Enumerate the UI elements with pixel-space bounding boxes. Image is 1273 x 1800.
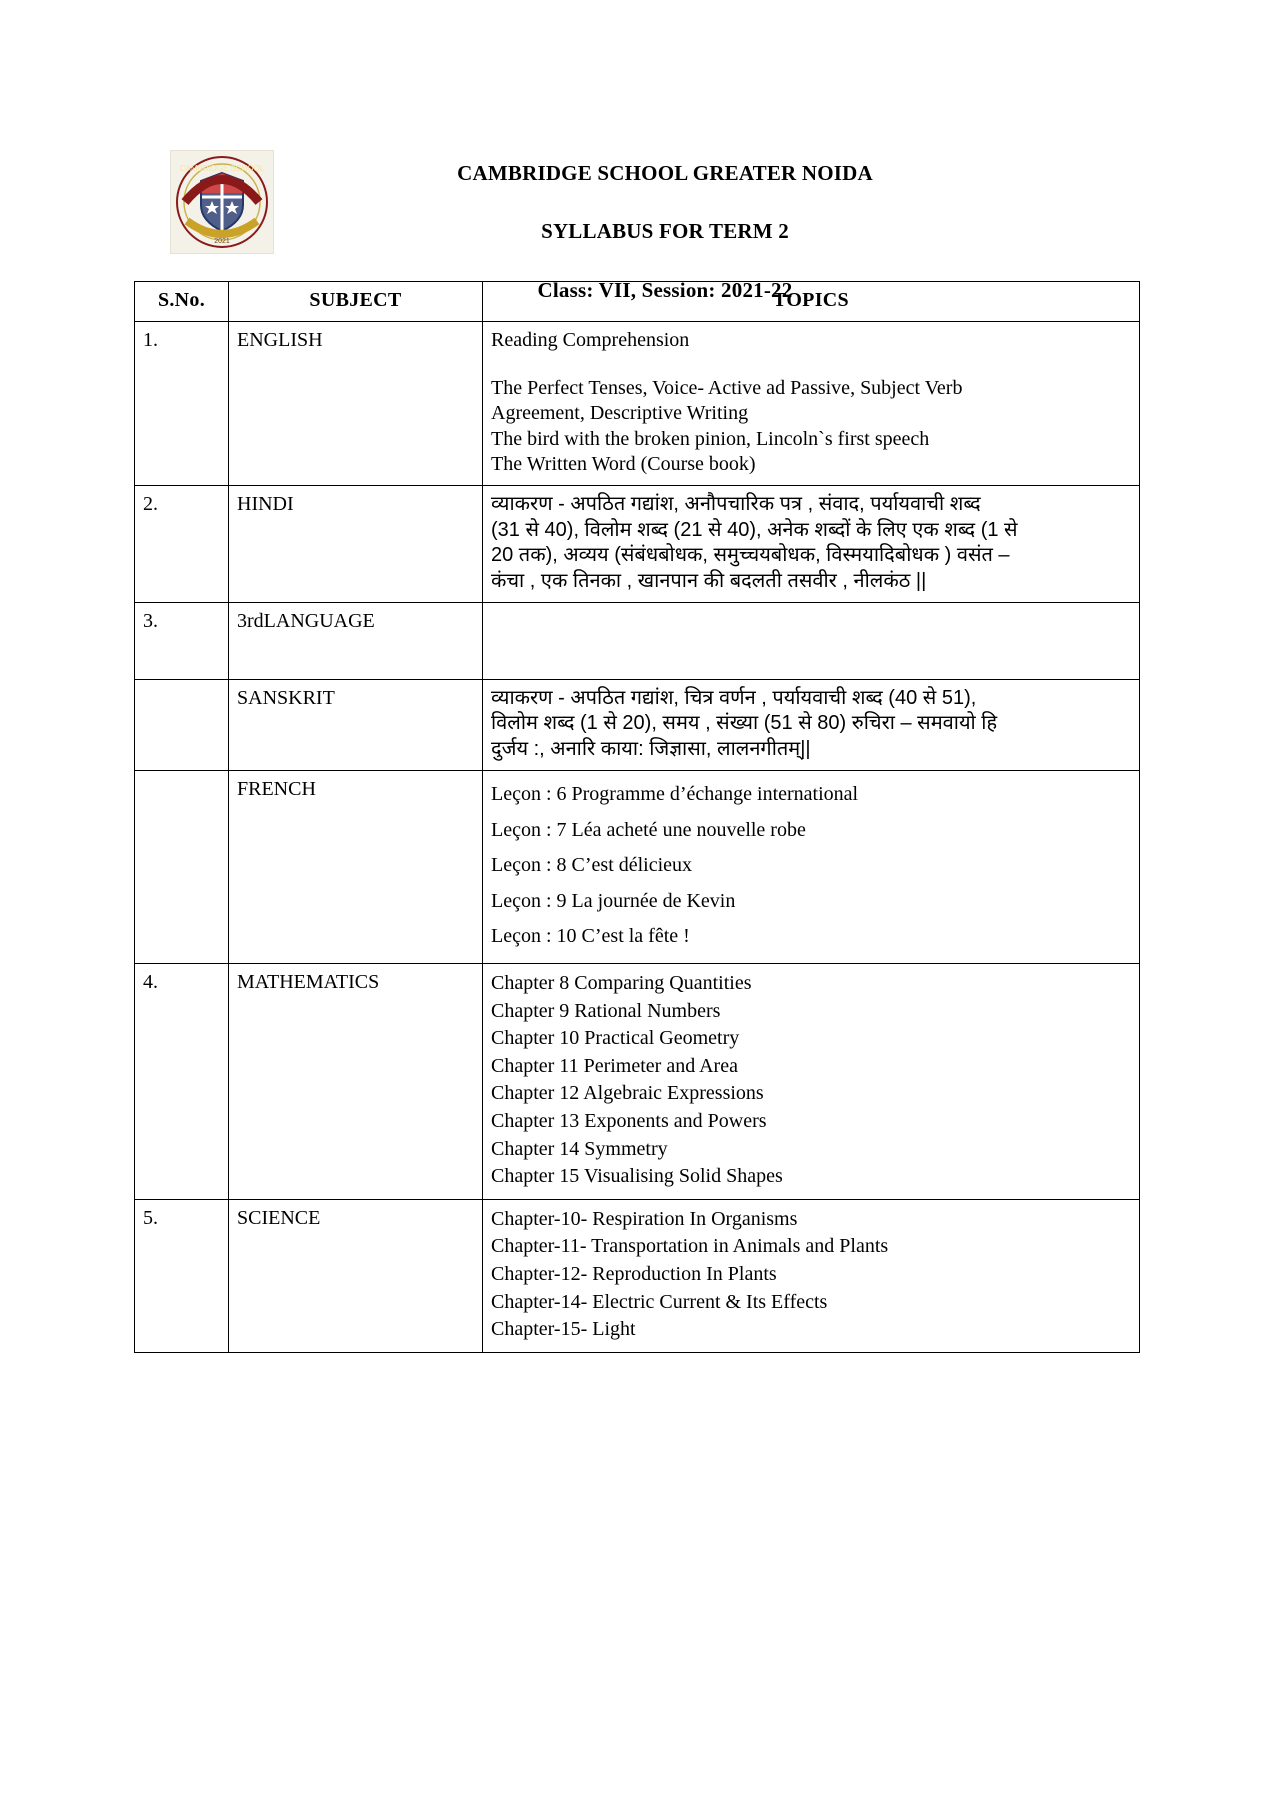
topic-line: Leçon : 10 C’est la fête ! — [491, 925, 690, 948]
topic-line: Agreement, Descriptive Writing — [491, 402, 749, 425]
topic-line: Reading Comprehension — [491, 329, 690, 352]
topic-line: व्याकरण - अपठित गद्यांश, अनौपचारिक पत्र , संवाद, पर्यायवाची शब्द — [491, 493, 981, 516]
table-row — [135, 1199, 1140, 1352]
table-row — [135, 679, 1140, 770]
topic-line: विलोम शब्द (1 से 20), समय , संख्या (51 से 80) रुचिरा – समवायो हि — [491, 712, 998, 735]
topic-line: व्याकरण - अपठित गद्यांश, चित्र वर्णन , पर्यायवाची शब्द (40 से 51), — [491, 686, 977, 709]
topic-line: Chapter-10- Respiration In Organisms — [491, 1207, 798, 1230]
topic-line: Chapter 13 Exponents and Powers — [491, 1110, 767, 1133]
row-subject: FRENCH — [229, 771, 483, 964]
school-crest-icon — [170, 150, 274, 254]
svg-text:2021: 2021 — [214, 238, 230, 245]
row-topics — [483, 771, 1140, 964]
row-sno — [135, 771, 229, 964]
topic-line: Chapter 9 Rational Numbers — [491, 999, 721, 1022]
row-sno: 3. — [135, 602, 229, 679]
school-name: CAMBRIDGE SCHOOL GREATER NOIDA — [457, 161, 873, 185]
class-session-line: Class: VII, Session: 2021-22 — [537, 277, 793, 302]
topic-line: The Perfect Tenses, Voice- Active ad Passive, Subject Verb — [491, 376, 963, 399]
topic-line: Leçon : 7 Léa acheté une nouvelle robe — [491, 818, 806, 841]
row-sno — [135, 679, 229, 770]
row-topics — [483, 322, 1140, 486]
topic-spacer — [491, 354, 1131, 376]
row-topics — [483, 602, 1140, 679]
row-subject: MATHEMATICS — [229, 964, 483, 1200]
row-sno: 2. — [135, 486, 229, 603]
topic-line: दुर्जय :, अनारि काया: जिज्ञासा, लालनगीतम्|| — [491, 737, 811, 760]
document-subtitle: SYLLABUS FOR TERM 2 — [541, 219, 789, 244]
svg-text:CAMBRIDGE SCHOOL: CAMBRIDGE SCHOOL — [179, 164, 265, 173]
column-header-topics: TOPICS — [483, 282, 1140, 322]
row-sno: 5. — [135, 1199, 229, 1352]
topic-line: Chapter 8 Comparing Quantities — [491, 972, 752, 995]
topic-line: Chapter 12 Algebraic Expressions — [491, 1082, 764, 1105]
topic-line: The bird with the broken pinion, Lincoln`s first speech — [491, 427, 930, 450]
topic-line: 20 तक), अव्यय (संबंधबोधक, समुच्चयबोधक, विस्मयादिबोधक ) वसंत – — [491, 544, 1010, 567]
row-sno: 4. — [135, 964, 229, 1200]
row-topics — [483, 1199, 1140, 1352]
column-header-sno: S.No. — [135, 282, 229, 322]
topic-line: Chapter 10 Practical Geometry — [491, 1027, 740, 1050]
column-header-subject: SUBJECT — [229, 282, 483, 322]
topic-line: (31 से 40), विलोम शब्द (21 से 40), अनेक शब्दों के लिए एक शब्द (1 से — [491, 518, 1018, 541]
row-topics — [483, 486, 1140, 603]
table-row — [135, 771, 1140, 964]
table-row — [135, 602, 1140, 679]
topic-line: Chapter-11- Transportation in Animals and Plants — [491, 1235, 889, 1258]
table-row — [135, 322, 1140, 486]
row-subject: HINDI — [229, 486, 483, 603]
row-sno: 1. — [135, 322, 229, 486]
topic-line: Chapter 14 Symmetry — [491, 1137, 668, 1160]
topic-line: Chapter-15- Light — [491, 1318, 636, 1341]
topic-line: Leçon : 9 La journée de Kevin — [491, 889, 736, 912]
row-subject: SANSKRIT — [229, 679, 483, 770]
row-topics — [483, 964, 1140, 1200]
topic-line: Leçon : 8 C’est délicieux — [491, 854, 693, 877]
topic-line: Chapter 11 Perimeter and Area — [491, 1054, 738, 1077]
table-row — [135, 964, 1140, 1200]
table-row — [135, 486, 1140, 603]
topic-line: Leçon : 6 Programme d’échange international — [491, 783, 859, 806]
topic-line: The Written Word (Course book) — [491, 452, 756, 475]
topic-line: Chapter 15 Visualising Solid Shapes — [491, 1165, 783, 1188]
row-topics — [483, 679, 1140, 770]
topic-line: Chapter-14- Electric Current & Its Effects — [491, 1290, 828, 1313]
row-subject: ENGLISH — [229, 322, 483, 486]
topic-line: Chapter-12- Reproduction In Plants — [491, 1262, 777, 1285]
row-subject: SCIENCE — [229, 1199, 483, 1352]
topic-line: कंचा , एक तिनका , खानपान की बदलती तसवीर , नीलकंठ || — [491, 569, 927, 592]
document-header — [150, 150, 1070, 303]
syllabus-table — [134, 281, 1140, 1353]
row-subject: 3rdLANGUAGE — [229, 602, 483, 679]
table-header-row — [135, 282, 1140, 322]
